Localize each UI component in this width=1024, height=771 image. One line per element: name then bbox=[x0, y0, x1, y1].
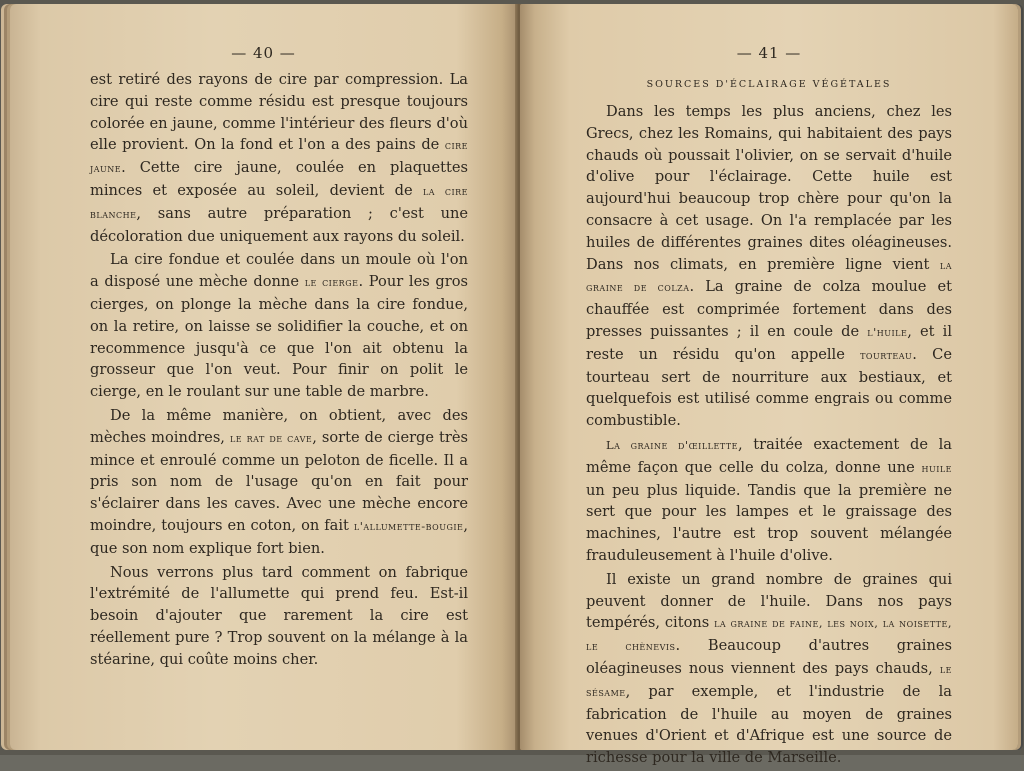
paragraph bbox=[90, 562, 468, 671]
small-caps-term: l'huile bbox=[867, 324, 908, 339]
left-page bbox=[10, 4, 517, 750]
text-run: , que son nom explique fort bien. bbox=[90, 516, 468, 557]
text-run: La cire fondue et coulée dans un moule où l'on a disposé une mèche donne bbox=[90, 251, 468, 291]
text-run: un peu plus liquide. Tandis que la première ne sert que pour les lampes et le graissage des machines, l'autre est trop souvent mélangée frauduleusement à l'huile d'olive. bbox=[586, 481, 952, 564]
small-caps-term: tourteau bbox=[860, 347, 913, 362]
text-run: De la même manière, on obtient, avec des mèches moindres, bbox=[90, 406, 468, 446]
text-run: . Cette cire jaune, coulée en plaquettes minces et exposée au soleil, devient de bbox=[90, 159, 468, 199]
page-number-right: — 41 — bbox=[736, 44, 802, 62]
right-page-body bbox=[586, 101, 952, 771]
small-caps-term: la graine de faine, les noix, la noisette, le chènevis bbox=[586, 616, 953, 654]
text-run: . Beaucoup d'autres graines oléagineuses nous viennent des pays chauds, bbox=[586, 637, 952, 677]
text-run: , traitée exactement de la même façon que celle du colza, donne une bbox=[586, 435, 953, 476]
small-caps-term: la cire blanche bbox=[90, 183, 468, 221]
text-run: Il existe un grand nombre de graines qui peuvent donner de l'huile. Dans nos pays tempérés, citons bbox=[586, 570, 952, 632]
text-run: , sans autre préparation ; c'est une décoloration due uniquement aux rayons du soleil. bbox=[90, 204, 468, 245]
paragraph bbox=[586, 101, 952, 432]
text-run: Nous verrons plus tard comment on fabrique l'extrémité de l'allumette qui prend feu. Est-il besoin d'ajouter que rarement la cire est réellement pure ? Trop souvent on la mélange à la stéarine, qui coûte moins cher. bbox=[90, 563, 468, 668]
running-head: SOURCES D'ÉCLAIRAGE VÉGÉTALES bbox=[646, 79, 892, 90]
text-run: Dans les temps les plus anciens, chez les Grecs, chez les Romains, qui habitaient des pays chauds où poussait l'olivier, on se servait d'huile d'olive pour l'éclairage. Cette huile est aujourd'hui beaucoup trop chère pour qu'on la consacre à cet usage. On l'a remplacée par les huiles de différentes graines dites oléagineuses. Dans nos climats, en première ligne vient bbox=[586, 103, 952, 273]
text-run: , sorte de cierge très mince et enroulé comme un peloton de ficelle. Il a pris son nom de l'usage qu'on en fait pour s'éclairer dans les caves. Avec une mèche encore moindre, toujours en coton, on fait bbox=[90, 428, 468, 534]
paragraph bbox=[90, 69, 468, 247]
small-caps-term: le rat de cave bbox=[229, 430, 313, 445]
text-run: . Pour les gros cierges, on plonge la mèche dans la cire fondue, on la retire, on laisse se solidifier la couche, et on recommence jusqu'à ce que l'on ait obtenu la grosseur que l'on veut. Pour finir on polit le cierge, en le roulant sur une table de marbre. bbox=[90, 273, 468, 401]
paragraph bbox=[90, 249, 468, 403]
text-run: . La graine de colza moulue et chauffée est comprimée fortement dans des presses puissantes ; il en coule de bbox=[586, 278, 952, 340]
right-page bbox=[520, 4, 1018, 767]
small-caps-term: La graine d'œillette bbox=[606, 437, 738, 452]
paragraph bbox=[586, 569, 952, 769]
small-caps-term: huile bbox=[921, 460, 952, 475]
text-run: est retiré des rayons de cire par compression. La cire qui reste comme résidu est presque toujours colorée en jaune, comme l'intérieur des fleurs d'où elle provient. On la fond et l'on a des pains de bbox=[90, 71, 468, 154]
small-caps-term: le cierge bbox=[304, 275, 359, 290]
paragraph bbox=[586, 434, 952, 567]
text-run: , et il reste un résidu qu'on appelle bbox=[586, 322, 953, 363]
small-caps-term: cire jaune bbox=[90, 138, 468, 176]
text-run: , par exemple, et l'industrie de la fabrication de l'huile au moyen de graines venues d'Orient et d'Afrique est une source de richesse pour la ville de Marseille. bbox=[586, 682, 952, 767]
paragraph bbox=[90, 405, 468, 560]
left-page-body bbox=[90, 69, 468, 673]
small-caps-term: l'allumette-bougie bbox=[353, 518, 464, 533]
small-caps-term: la graine de colza bbox=[586, 257, 952, 295]
text-run: . Ce tourteau sert de nourriture aux bestiaux, et quelquefois est utilisé comme engrais ou comme combustible. bbox=[586, 345, 952, 430]
small-caps-term: le sésame bbox=[586, 661, 952, 699]
page-number-left: — 40 — bbox=[231, 44, 296, 62]
